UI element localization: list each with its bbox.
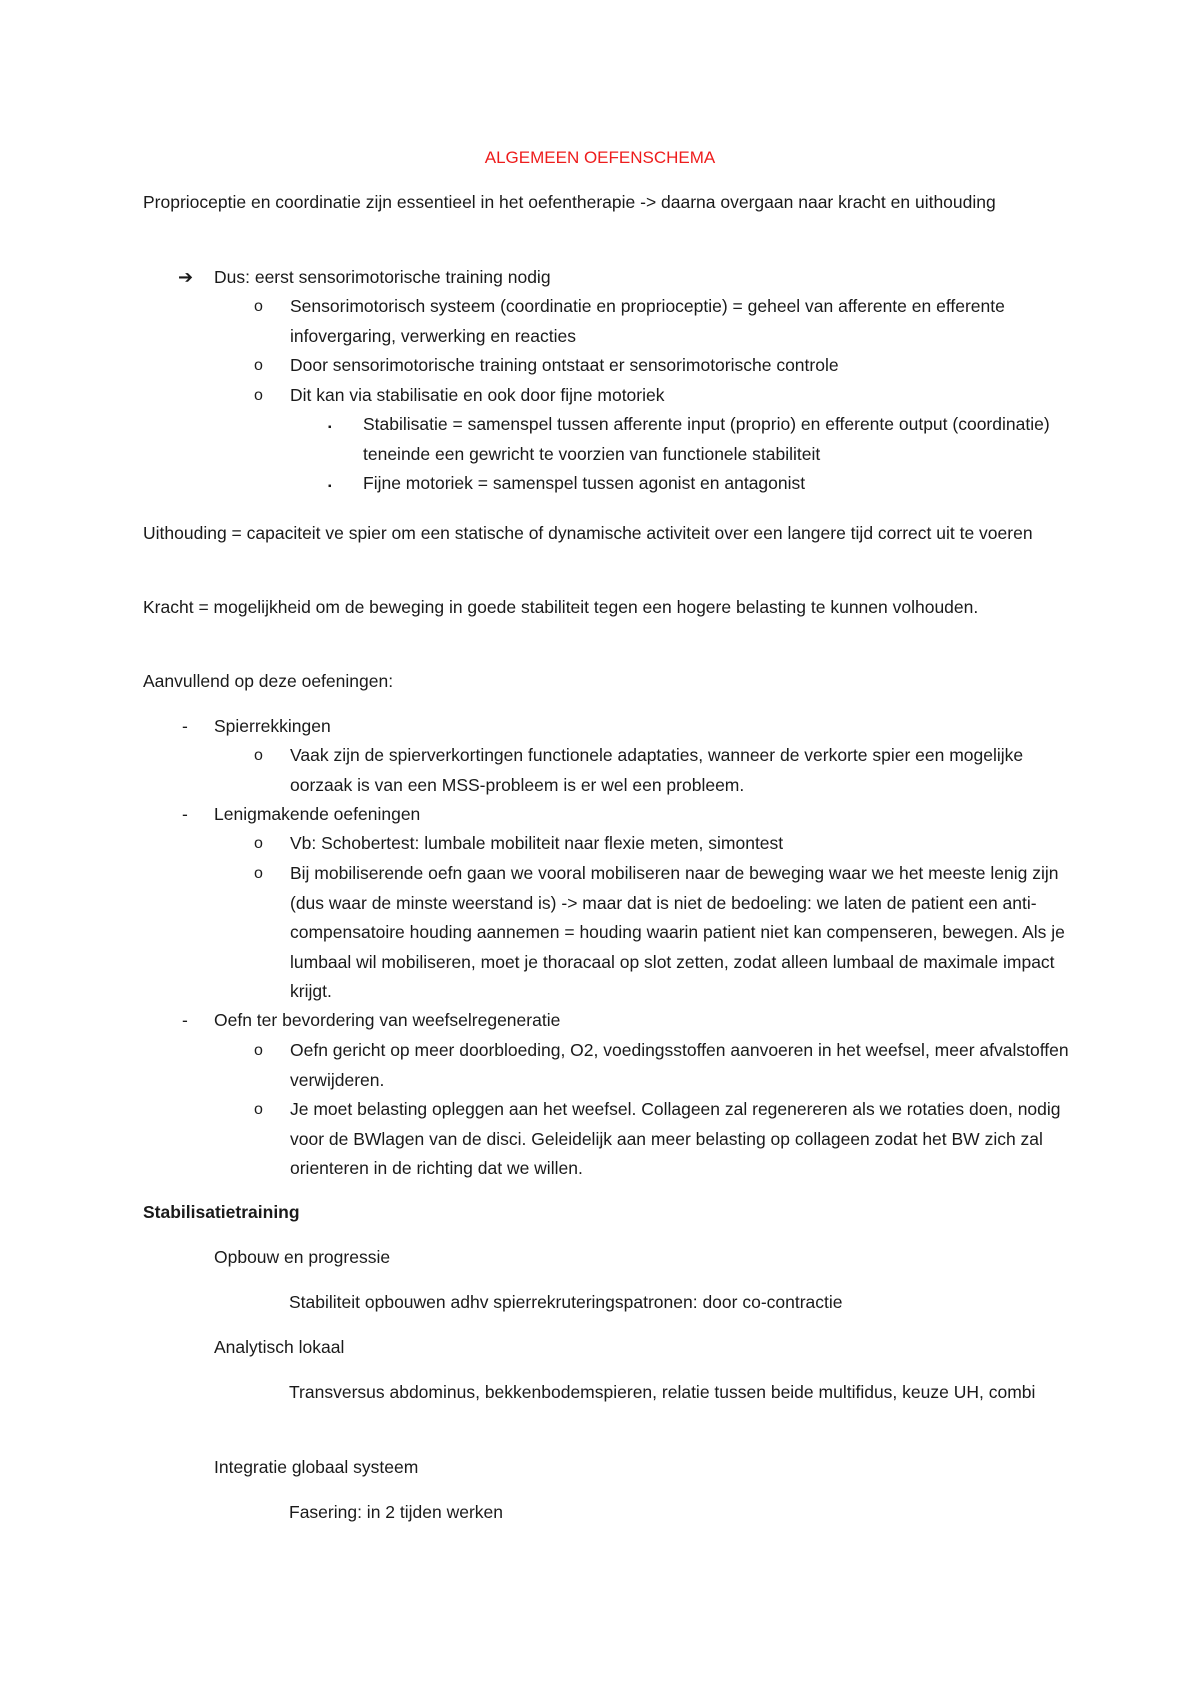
circle-bullet-icon: o [254, 1101, 263, 1118]
list-item: Vaak zijn de spierverkortingen functionele adaptaties, wanneer de verkorte spier een mogelijke oorzaak is van een MSS-probleem is er wel een probleem. [290, 745, 1024, 795]
sub-list-item: Stabilisatie = samenspel tussen afferente input (proprio) en efferente output (coordinatie) teneinde een gewricht te voorzien van functionele stabiliteit [363, 414, 1050, 464]
section-heading: Stabilisatietraining [143, 1202, 300, 1222]
square-bullet-icon: ▪ [328, 481, 332, 492]
circle-bullet-icon: o [254, 1042, 263, 1059]
list-item: Sensorimotorisch systeem (coordinatie en proprioceptie) = geheel van afferente en efferente infovergaring, verwerking en reacties [290, 296, 1005, 346]
circle-bullet-icon: o [254, 747, 263, 764]
indented-text: Stabiliteit opbouwen adhv spierrekruteringspatronen: door co-contractie [289, 1292, 843, 1312]
arrow-list-head: Dus: eerst sensorimotorische training nodig [214, 267, 551, 287]
dash-bullet: - [182, 716, 188, 736]
arrow-bullet-icon: ➔ [178, 267, 194, 287]
list-item: Oefn gericht op meer doorbloeding, O2, voedingsstoffen aanvoeren in het weefsel, meer afvalstoffen verwijderen. [290, 1040, 1069, 1090]
circle-bullet-icon: o [254, 357, 263, 374]
list-item: Bij mobiliserende oefn gaan we vooral mobiliseren naar de beweging waar we het meeste lenig zijn (dus waar de minste weerstand is) -> maar dat is niet de bedoeling: we laten de patient een anti-compensatoire houding aannemen = houding waarin patient niet kan compenseren, bewegen. Als je lumbaal wil mobiliseren, moet je thoracaal op slot zetten, zodat alleen lumbaal de maximale impact krijgt. [290, 863, 1065, 1001]
dash-list-label: Lenigmakende oefeningen [214, 804, 421, 824]
list-item: Door sensorimotorische training ontstaat er sensorimotorische controle [290, 355, 839, 375]
square-bullet-icon: ▪ [328, 422, 332, 433]
dash-bullet: - [182, 1010, 188, 1030]
subheading: Integratie globaal systeem [214, 1457, 419, 1477]
list-item: Dit kan via stabilisatie en ook door fijne motoriek [290, 385, 665, 405]
circle-bullet-icon: o [254, 298, 263, 315]
dash-list-label: Oefn ter bevordering van weefselregeneratie [214, 1010, 561, 1030]
circle-bullet-icon: o [254, 387, 263, 404]
aanvullend-paragraph: Aanvullend op deze oefeningen: [143, 671, 394, 691]
document-title: ALGEMEEN OEFENSCHEMA [484, 148, 716, 167]
circle-bullet-icon: o [254, 865, 263, 882]
uithouding-paragraph: Uithouding = capaciteit ve spier om een statische of dynamische activiteit over een langere tijd correct uit te voeren [143, 523, 1033, 543]
subheading: Analytisch lokaal [214, 1337, 345, 1357]
dash-list-label: Spierrekkingen [214, 716, 331, 736]
subheading: Opbouw en progressie [214, 1247, 391, 1267]
indented-text: Fasering: in 2 tijden werken [289, 1502, 503, 1522]
intro-paragraph: Proprioceptie en coordinatie zijn essentieel in het oefentherapie -> daarna overgaan naar kracht en uithouding [143, 192, 996, 212]
list-item: Je moet belasting opleggen aan het weefsel. Collageen zal regenereren als we rotaties doen, nodig voor de BWlagen van de disci. Geleidelijk aan meer belasting op collageen zodat het BW zich zal orienteren in de richting dat we willen. [290, 1099, 1061, 1178]
dash-bullet: - [182, 804, 188, 824]
indented-text: Transversus abdominus, bekkenbodemspieren, relatie tussen beide multifidus, keuze UH, combi [289, 1382, 1036, 1402]
circle-bullet-icon: o [254, 835, 263, 852]
sub-list-item: Fijne motoriek = samenspel tussen agonist en antagonist [363, 473, 806, 493]
list-item: Vb: Schobertest: lumbale mobiliteit naar flexie meten, simontest [290, 833, 784, 853]
kracht-paragraph: Kracht = mogelijkheid om de beweging in goede stabiliteit tegen een hogere belasting te kunnen volhouden. [143, 597, 979, 617]
